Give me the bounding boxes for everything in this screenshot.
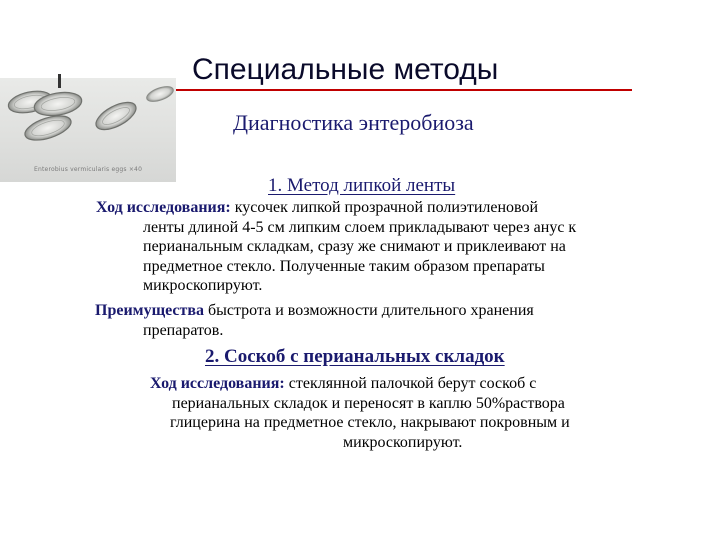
method1-advantages xyxy=(95,301,695,340)
method2-procedure xyxy=(148,374,708,452)
method1-advantages-line-2: препаратов. xyxy=(143,321,224,339)
method2-procedure-line-3: глицерина на предметное стекло, накрывают покровным и xyxy=(170,414,570,431)
method1-procedure-line-3: перианальным складкам, сразу же снимают и приклеивают на xyxy=(143,238,566,255)
method1-advantages-line-1 xyxy=(95,301,695,321)
method2-procedure-label: Ход исследования: xyxy=(150,375,285,392)
method2-procedure-line-1 xyxy=(148,374,708,394)
photo-caption: Enterobius vermicularis eggs ×40 xyxy=(34,166,143,173)
method1-procedure-line-5: микроскопируют. xyxy=(143,277,263,294)
method2-procedure-line-2: перианальных складок и переносят в каплю 50%раствора xyxy=(172,394,565,412)
method1-procedure-label: Ход исследования: xyxy=(96,199,231,216)
method2-heading: 2. Соскоб с перианальных складок xyxy=(205,346,505,367)
title-underline xyxy=(176,89,632,91)
method2-procedure-text-1: стеклянной палочкой берут соскоб с xyxy=(284,375,537,392)
method1-advantages-text-1: быстрота и возможности длительного хранения xyxy=(203,302,534,319)
method1-procedure-line-1 xyxy=(96,198,696,218)
method2-procedure-line-4: микроскопируют. xyxy=(343,433,463,451)
method1-procedure-line-2: ленты длиной 4-5 см липким слоем прикладывают через анус к xyxy=(143,218,577,236)
method1-procedure-line-4: предметное стекло. Полученные таким образом препараты xyxy=(143,257,545,275)
microscope-photo xyxy=(0,78,176,182)
bullet-marker xyxy=(58,74,61,88)
method1-heading: 1. Метод липкой ленты xyxy=(268,175,456,196)
method1-procedure-text-1: кусочек липкой прозрачной полиэтиленовой xyxy=(230,199,539,216)
method1-advantages-label: Преимущества xyxy=(95,302,204,319)
slide-subtitle: Диагностика энтеробиоза xyxy=(233,110,474,135)
method1-procedure xyxy=(96,198,696,296)
slide-title: Специальные методы xyxy=(192,53,499,86)
